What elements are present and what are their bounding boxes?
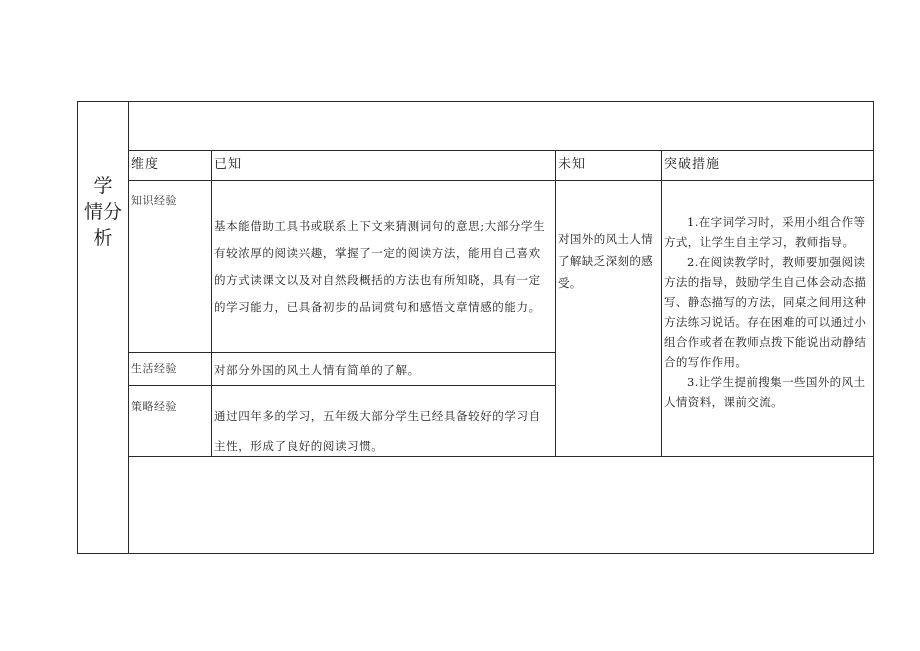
header-top-line [128, 150, 873, 151]
measure-item-1: 1.在字词学习时，采用小组合作等方式，让学生自主学习，教师指导。 [664, 215, 866, 249]
side-label-line-3: 析 [93, 227, 113, 249]
table-border-top [77, 101, 874, 102]
table-border-bottom [77, 553, 874, 554]
col-divider-2 [555, 150, 556, 456]
row-divider-2 [128, 385, 555, 386]
side-label-divider [128, 101, 129, 554]
category-strategy: 策略经验 [131, 400, 177, 413]
measure-item-3: 3.让学生提前搜集一些国外的风土人情资料，课前交流。 [664, 375, 866, 409]
row-divider-1 [128, 352, 555, 353]
header-bottom-line [128, 180, 873, 181]
header-dimension: 维度 [131, 157, 160, 172]
known-strategy-text: 通过四年多的学习，五年级大部分学生已经具备较好的学习自主性，形成了良好的阅读习惯。 [214, 409, 541, 453]
measures-text [664, 212, 870, 412]
side-label-line-1: 学 [93, 175, 113, 197]
header-known: 已知 [214, 157, 243, 172]
header-unknown: 未知 [558, 157, 587, 172]
category-life: 生活经验 [131, 362, 177, 375]
table-border-right [873, 101, 874, 554]
header-measures: 突破措施 [664, 157, 721, 172]
known-life-text: 对部分外国的风土人情有简单的了解。 [214, 363, 420, 377]
side-label-line-2: 情分 [83, 201, 122, 223]
measure-item-2: 2.在阅读教学时，教师要加强阅读方法的指导，鼓励学生自己体会动态描写、静态描写的方法，同桌之间用这种方法练习说话。存在困难的可以通过小组合作或者在教师点拨下能说出动静结合的写作作用。 [664, 255, 867, 369]
side-label [80, 173, 126, 251]
category-knowledge: 知识经验 [131, 194, 177, 207]
table-border-left [77, 101, 78, 554]
col-divider-1 [211, 150, 212, 456]
known-knowledge-text: 基本能借助工具书或联系上下文来猜测词句的意思;大部分学生有较浓厚的阅读兴趣，掌握了一定的阅读方法，能用自己喜欢的方式读课文以及对自然段概括的方法也有所知晓，具有一定的学习能力，已具备初步的品词赏句和感悟文章情感的能力。 [214, 219, 546, 314]
unknown-text: 对国外的风土人情了解缺乏深刻的感受。 [558, 232, 654, 290]
col-divider-3 [661, 150, 662, 456]
